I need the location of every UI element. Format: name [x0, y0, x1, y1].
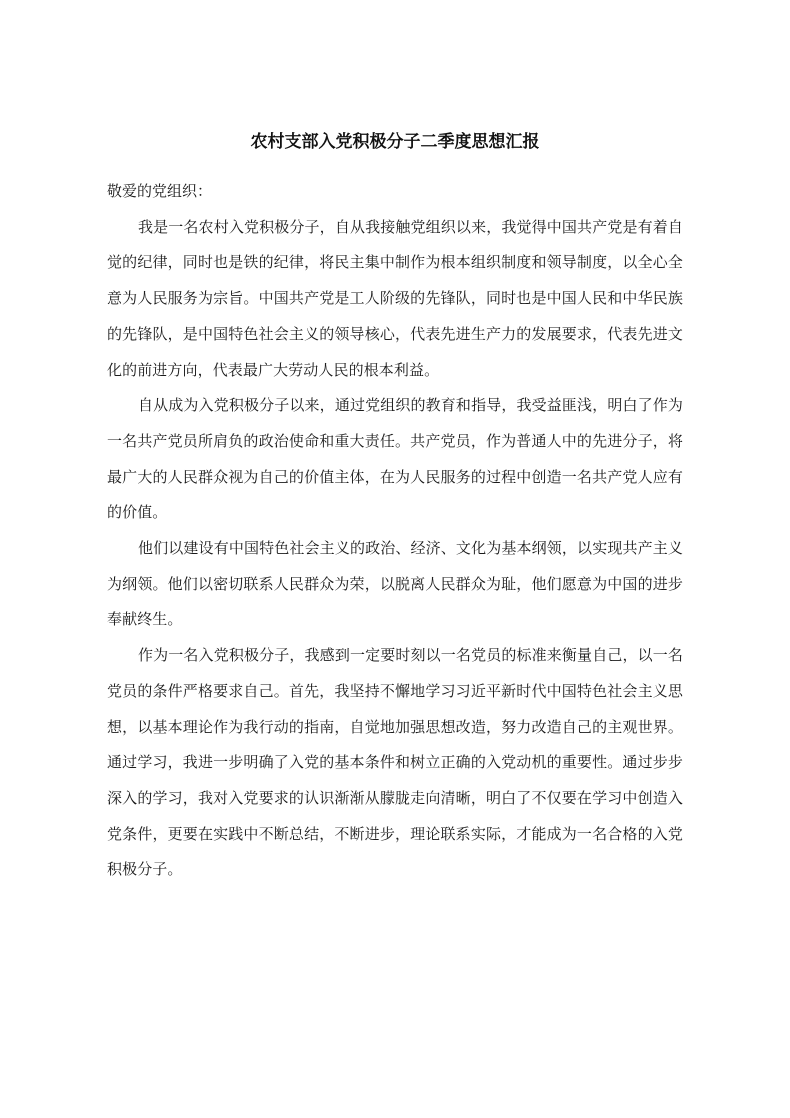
- document-body: [107, 174, 683, 888]
- paragraph-1: 我是一名农村入党积极分子，自从我接触党组织以来，我觉得中国共产党是有着自觉的纪律，同时也是铁的纪律，将民主集中制作为根本组织制度和领导制度，以全心全意为人民服务为宗旨。中国共产党是工人阶级的先锋队，同时也是中国人民和中华民族的先锋队，是中国特色社会主义的领导核心，代表先进生产力的发展要求，代表先进文化的前进方向，代表最广大劳动人民的根本利益。: [107, 217, 683, 379]
- paragraph-2: 自从成为入党积极分子以来，通过党组织的教育和指导，我受益匪浅，明白了作为一名共产党员所肩负的政治使命和重大责任。共产党员，作为普通人中的先进分子，将最广大的人民群众视为自己的价值主体，在为人民服务的过程中创造一名共产党人应有的价值。: [107, 396, 683, 522]
- paragraph-4: 作为一名入党积极分子，我感到一定要时刻以一名党员的标准来衡量自己，以一名党员的条件严格要求自己。首先，我坚持不懈地学习习近平新时代中国特色社会主义思想，以基本理论作为我行动的指南，自觉地加强思想改造，努力改造自己的主观世界。通过学习，我进一步明确了入党的基本条件和树立正确的入党动机的重要性。通过步步深入的学习，我对入党要求的认识渐渐从朦胧走向清晰，明白了不仅要在学习中创造入党条件，更要在实践中不断总结，不断进步，理论联系实际，才能成为一名合格的入党积极分子。: [107, 646, 683, 879]
- paragraph-3: 他们以建设有中国特色社会主义的政治、经济、文化为基本纲领，以实现共产主义为纲领。他们以密切联系人民群众为荣，以脱离人民群众为耻，他们愿意为中国的进步奉献终生。: [107, 539, 683, 629]
- document-title: 农村支部入党积极分子二季度思想汇报: [250, 132, 540, 152]
- salutation: 敬爱的党组织：: [107, 182, 213, 200]
